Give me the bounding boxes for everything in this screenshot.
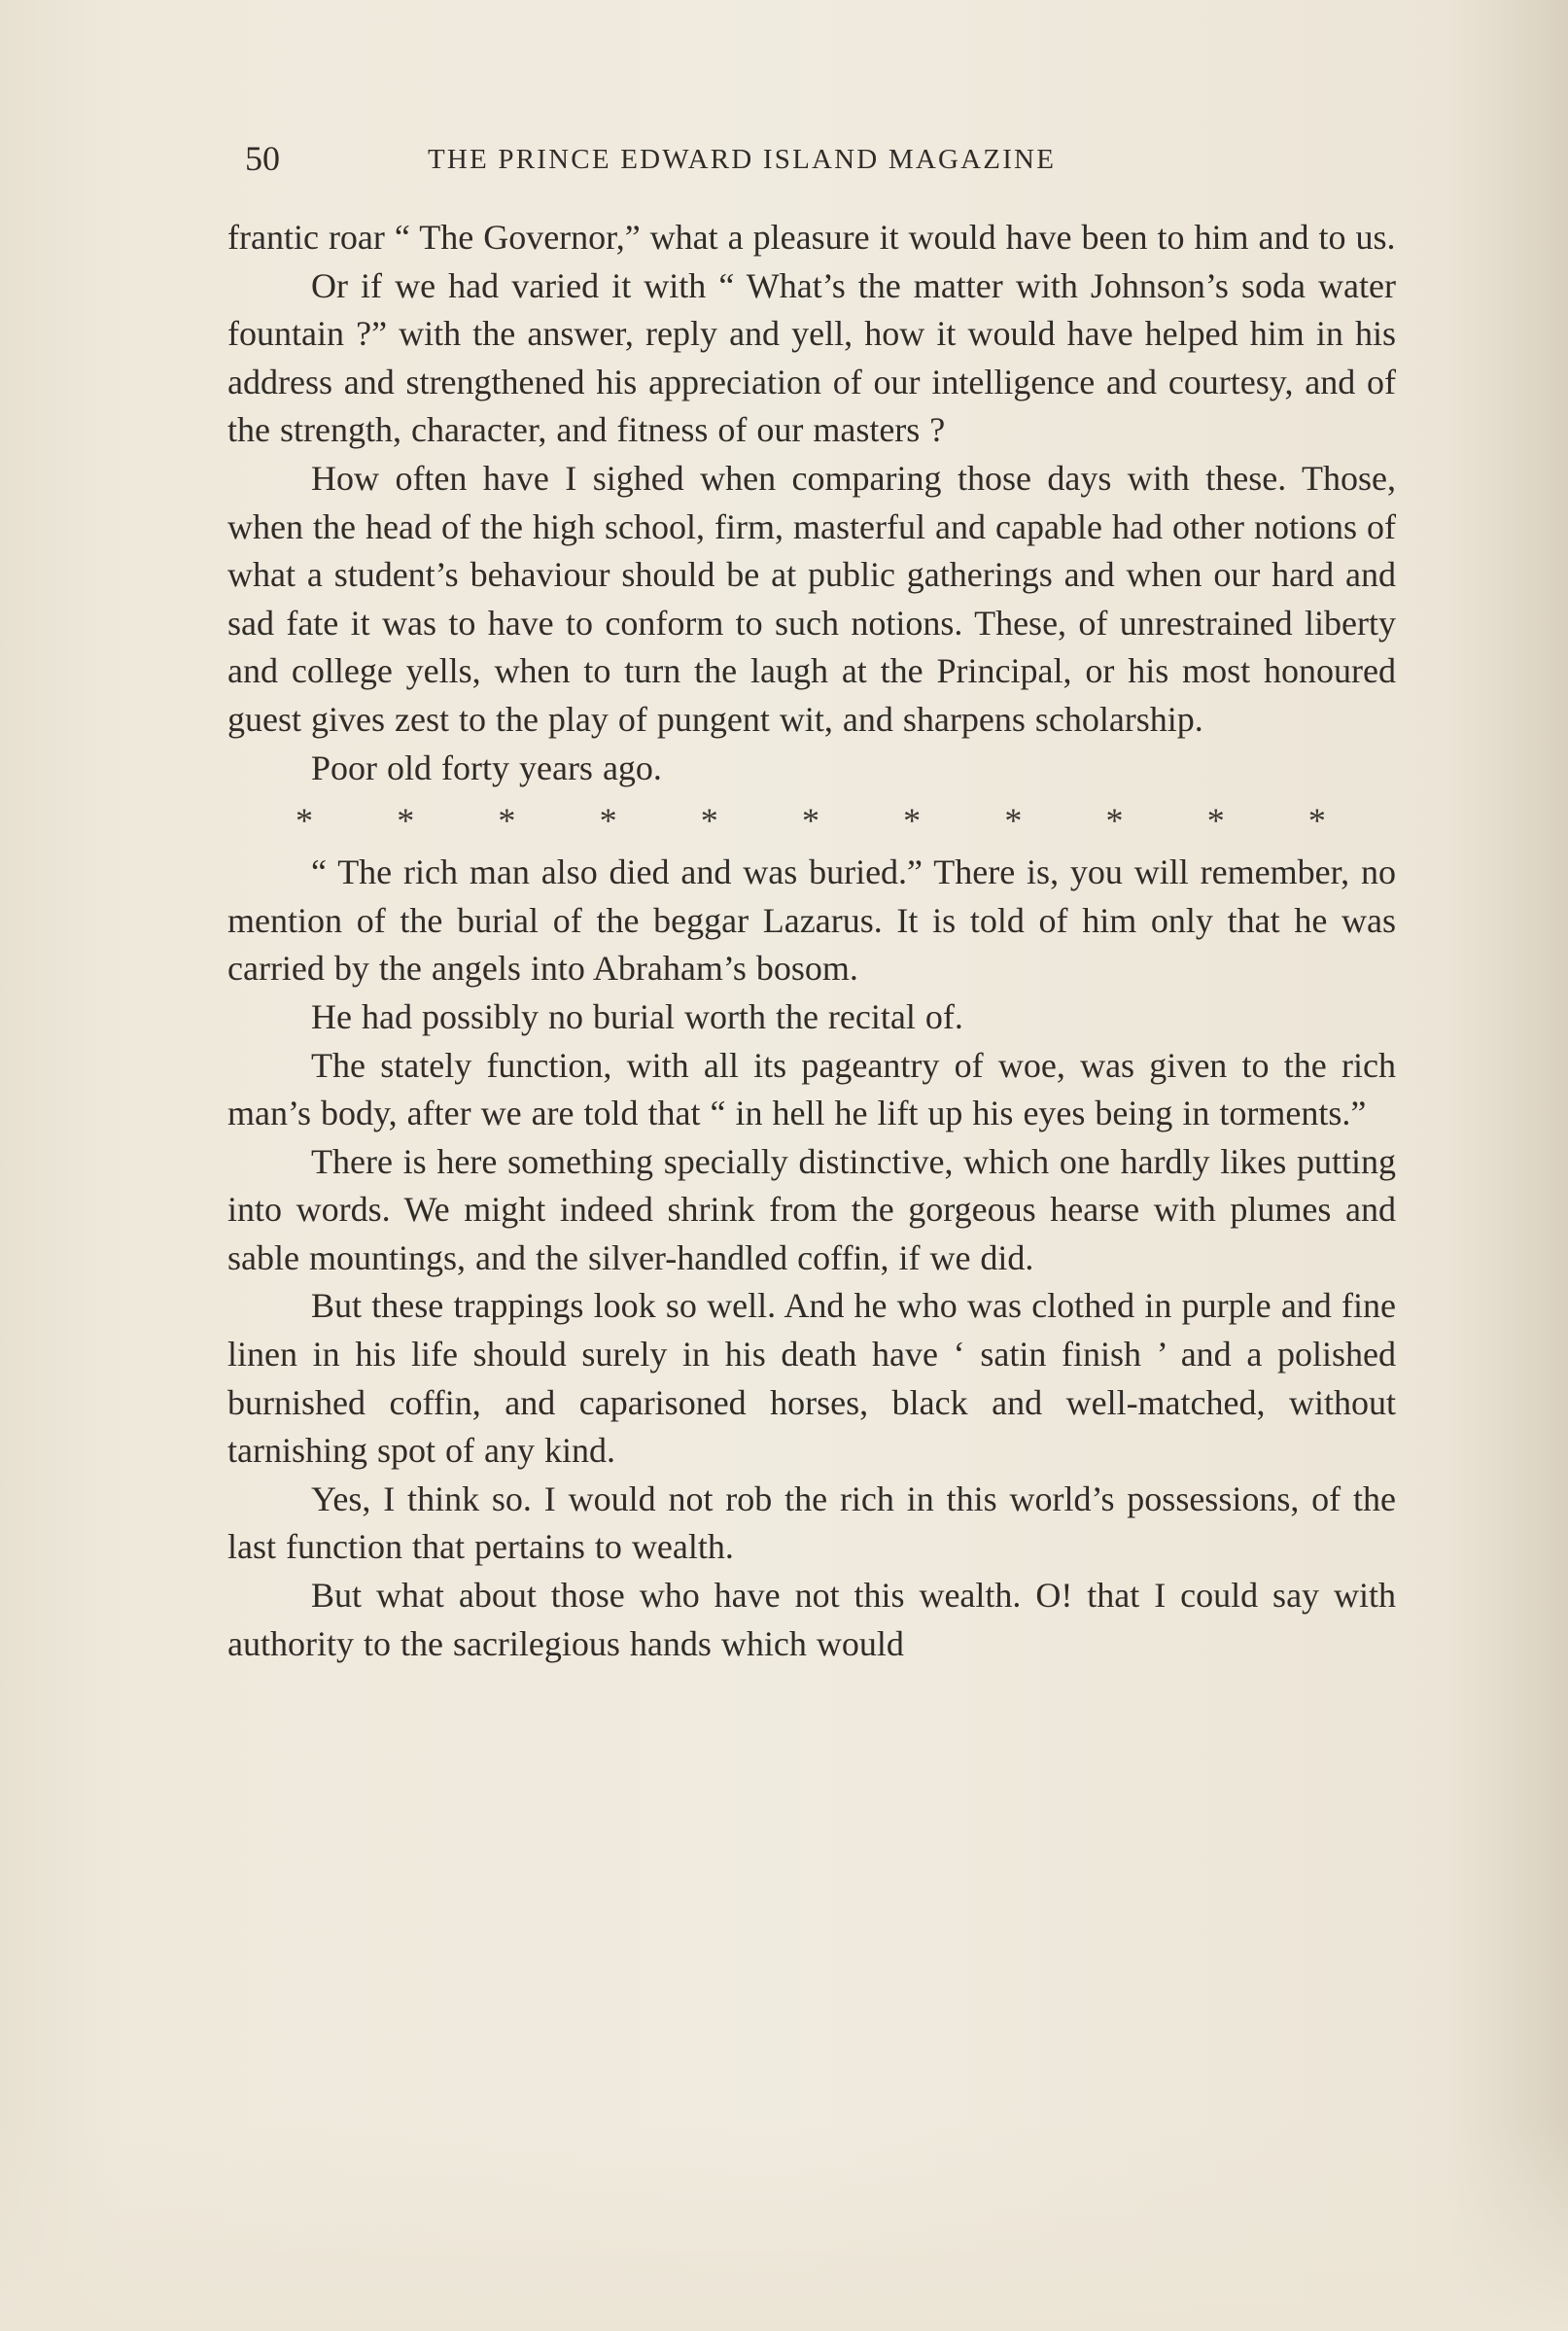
asterisk: *	[498, 801, 516, 841]
asterisk: *	[1307, 801, 1326, 841]
page-shadow	[0, 2119, 1568, 2331]
paragraph: “ The rich man also died and was buried.” There is, you will remember, no mention of the burial of the beggar Lazarus. It is told of him only that he was carried by the angels into Abraham’s bosom.	[227, 852, 1396, 989]
asterisk: *	[1105, 801, 1124, 841]
section-divider	[227, 792, 1326, 849]
asterisk: *	[296, 801, 313, 841]
asterisk: *	[397, 801, 415, 841]
paragraph: How often have I sighed when comparing those days with these. Those, when the head of the high school, firm, masterful and capable had other notions of what a student’s behaviour should be at public gatherings and when our hard and sad fate it was to have to conform to such notions. These, of unrestrained liberty and college yells, when to turn the laugh at the Principal, or his most honoured guest gives zest to the play of pungent wit, and sharpens scholarship.	[227, 458, 1396, 739]
page-number: 50	[245, 139, 280, 178]
paragraph: Yes, I think so. I would not rob the rich in this world’s possessions, of the last function that pertains to wealth.	[227, 1479, 1396, 1567]
paragraph: But these trappings look so well. And he who was clothed in purple and fine linen in his life should surely in his death have ‘ satin finish ’ and a polished burnished coffin, and caparisoned horses, black and well-matched, without tarnishing spot of any kind.	[227, 1286, 1396, 1471]
asterisk: *	[1206, 801, 1225, 841]
running-head	[245, 138, 1217, 187]
paragraph: The stately function, with all its pageantry of woe, was given to the rich man’s body, after we are told that “ in hell he lift up his eyes being in torments.”	[227, 1045, 1396, 1133]
paragraph: There is here something specially distinctive, which one hardly likes putting into words. We might indeed shrink from the gorgeous hearse with plumes and sable mountings, and the silver-handled coffin, if we did.	[227, 1141, 1396, 1277]
article-body	[227, 214, 1396, 1668]
paragraph: Or if we had varied it with “ What’s the matter with Johnson’s soda water fountain ?” with the answer, reply and yell, how it would have helped him in his address and strengthened his appreciation of our intelligence and courtesy, and of the strength, character, and fitness of our masters ?	[227, 265, 1396, 450]
asterisk: *	[1004, 801, 1023, 841]
asterisk: *	[903, 801, 922, 841]
magazine-title: THE PRINCE EDWARD ISLAND MAGAZINE	[428, 144, 1057, 175]
asterisk: *	[700, 801, 718, 841]
asterisk: *	[801, 801, 819, 841]
paragraph: Poor old forty years ago.	[311, 748, 662, 787]
paragraph: frantic roar “ The Governor,” what a pleasure it would have been to him and to us.	[227, 218, 1396, 257]
paragraph: But what about those who have not this wealth. O! that I could say with authority to the sacrilegious hands which would	[227, 1576, 1396, 1663]
asterisk: *	[599, 801, 617, 841]
paragraph: He had possibly no burial worth the recital of.	[311, 996, 963, 1036]
